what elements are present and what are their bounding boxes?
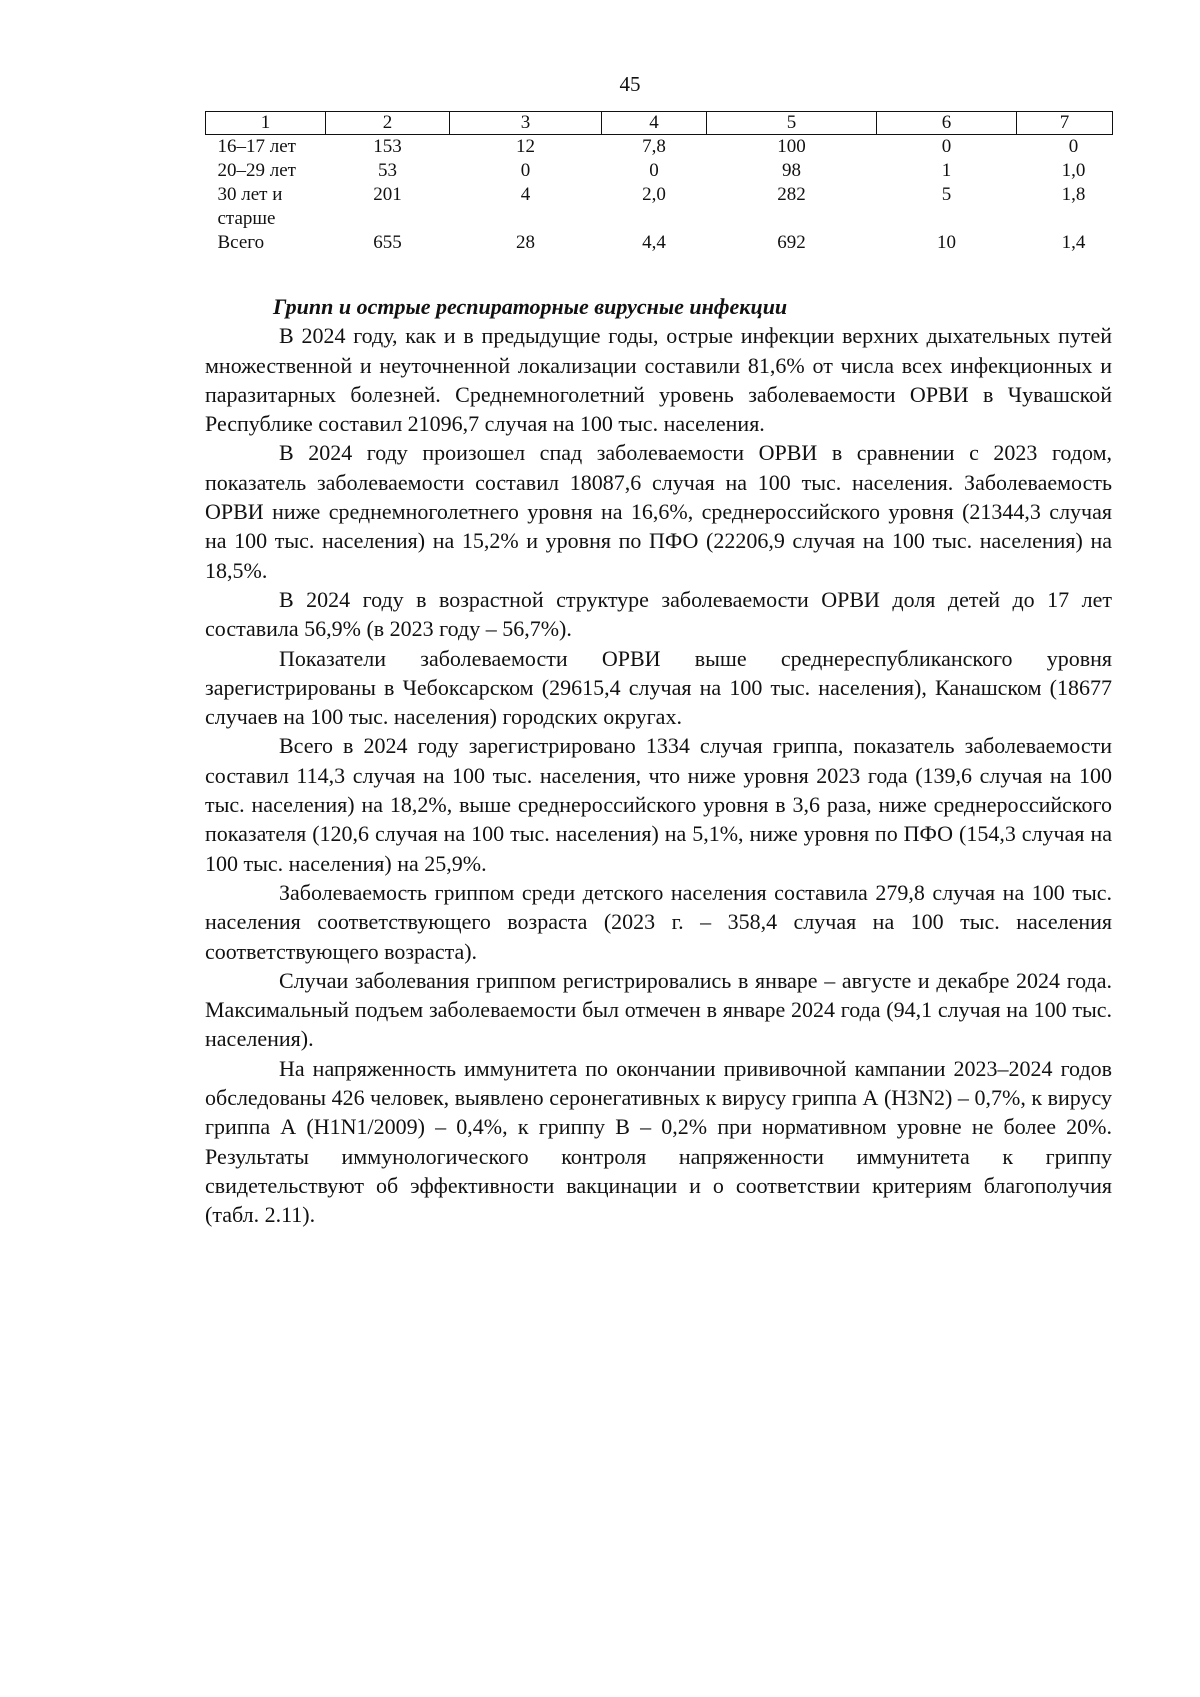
table-row-total [206,231,1113,255]
table-cell: 1,4 [1061,232,1086,253]
paragraph: В 2024 году, как и в предыдущие годы, острые инфекции верхних дыхательных путей множественной и неуточненной локализации составили 81,6% от числа всех инфекционных и паразитарных болезней. Среднемноголетний уровень заболеваемости ОРВИ в Чувашской Республике составил 21096,7 случая на 100 тыс. населения. [205,323,1112,437]
column-header: 5 [707,112,877,135]
table-cell: 153 [373,136,402,157]
table-cell: 5 [941,184,952,205]
table-cell: 0 [649,160,659,181]
paragraph: В 2024 году в возрастной структуре заболеваемости ОРВИ доля детей до 17 лет составила 56,9% (в 2023 году – 56,7%). [205,586,1112,642]
page-number: 45 [619,72,641,96]
row-label: 20–29 лет [217,160,296,181]
column-header: 4 [602,112,707,135]
table-cell: 201 [373,184,402,205]
table-cell: 4 [520,184,531,205]
table-cell: 692 [777,232,806,253]
column-header: 6 [877,112,1017,135]
paragraph: Всего в 2024 году зарегистрировано 1334 случая гриппа, показатель заболеваемости составил 114,3 случая на 100 тыс. населения, что ниже уровня 2023 года (139,6 случая на 100 тыс. населения) на 18,2%, выше среднероссийского уровня в 3,6 раза, ниже среднероссийского показателя (120,6 случая на 100 тыс. населения) на 5,1%, ниже уровня по ПФО (154,3 случая на 100 тыс. населения) на 25,9%. [205,733,1112,876]
column-header: 3 [450,112,602,135]
table-cell: 282 [777,184,806,205]
table-cell: 1 [941,160,952,181]
paragraph: На напряженность иммунитета по окончании прививочной кампании 2023–2024 годов обследованы 426 человек, выявлено серонегативных к вирусу гриппа А (H3N2) – 0,7%, к вирусу гриппа А (H1N1/2009) – 0,4%, к гриппу В – 0,2% при нормативном уровне не более 20%. Результаты иммунологического контроля напряженности иммунитета к гриппу свидетельствуют об эффективности вакцинации и о соответствии критериям благополучия (табл. 2.11). [205,1055,1112,1228]
table-cell: 10 [937,232,956,253]
data-table [205,111,1113,255]
paragraph: В 2024 году произошел спад заболеваемости ОРВИ в сравнении с 2023 годом, показатель заболеваемости составил 18087,6 случая на 100 тыс. населения. Заболеваемость ОРВИ ниже среднемноголетнего уровня на 16,6%, среднероссийского уровня (21344,3 случая на 100 тыс. населения) на 15,2% и уровня по ПФО (22206,9 случая на 100 тыс. населения) на 18,5%. [205,440,1112,583]
table-cell: 0 [1068,136,1079,157]
paragraph: Случаи заболевания гриппом регистрировались в январе – августе и декабре 2024 года. Максимальный подъем заболеваемости был отмечен в январе 2024 года (94,1 случая на 100 тыс. населения). [205,967,1112,1052]
table-cell: 53 [378,160,397,181]
table-cell: 28 [516,232,535,253]
table-cell: 7,8 [642,136,666,157]
table-row [206,183,1113,231]
row-label: Всего [217,232,265,253]
table-cell: 2,0 [642,184,666,205]
section-heading: Грипп и острые респираторные вирусные инфекции [273,294,788,319]
table-cell: 1,0 [1061,160,1086,181]
row-label: 30 лет и старше [217,184,283,229]
table-cell: 98 [782,160,801,181]
paragraph: Показатели заболеваемости ОРВИ выше среднереспубликанского уровня зарегистрированы в Чебоксарском (29615,4 случая на 100 тыс. населения), Канашском (18677 случаев на 100 тыс. населения) городских округах. [205,645,1112,730]
table-row [206,135,1113,160]
incidence-table-continuation [205,111,1112,255]
table-cell: 0 [941,136,952,157]
table-cell: 12 [516,136,535,157]
column-header: 1 [206,112,326,135]
paragraph: Заболеваемость гриппом среди детского населения составила 279,8 случая на 100 тыс. населения соответствующего возраста (2023 г. – 358,4 случая на 100 тыс. населения соответствующего возраста). [205,879,1112,964]
table-cell: 100 [777,136,806,157]
table-cell: 1,8 [1061,184,1086,205]
table-row [206,159,1113,183]
column-header: 7 [1017,112,1113,135]
table-header-row [206,112,1113,135]
row-label: 16–17 лет [217,136,296,157]
column-header: 2 [326,112,450,135]
section-body [205,292,1112,1230]
table-cell: 0 [520,160,531,181]
table-cell: 4,4 [642,232,666,253]
table-cell: 655 [373,232,402,253]
